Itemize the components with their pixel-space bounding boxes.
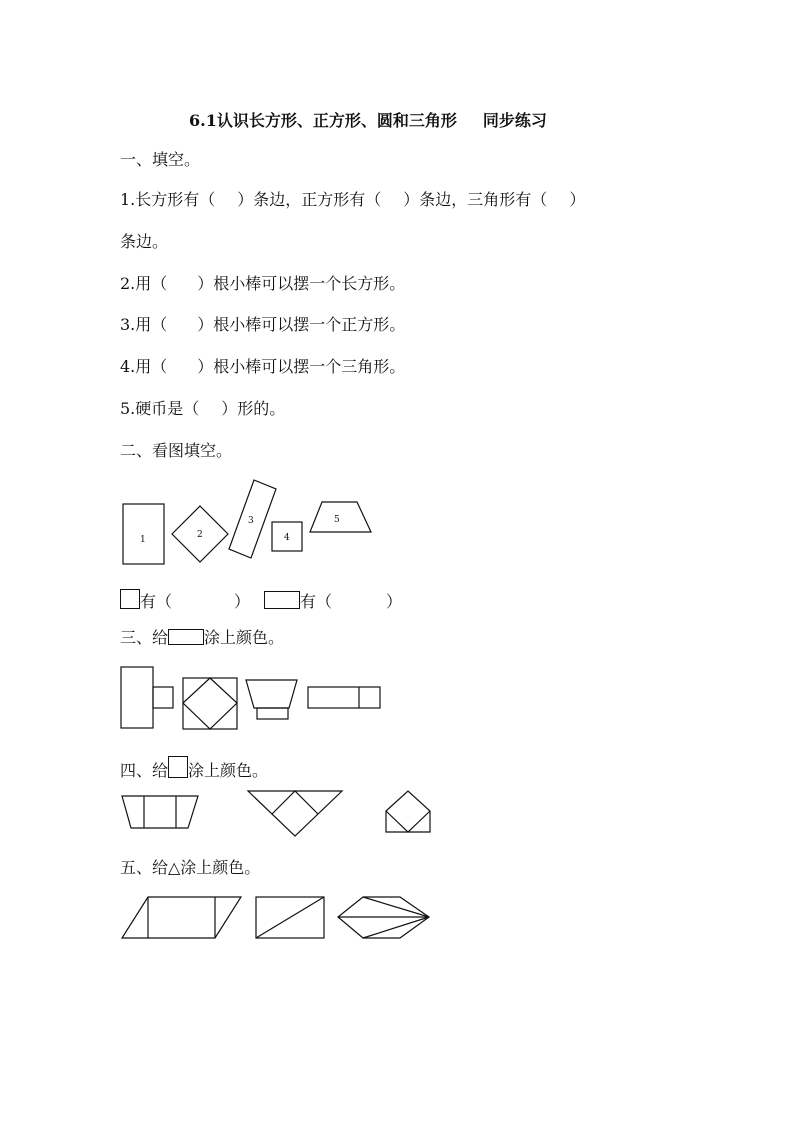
section-1-heading: 一、填空。 <box>120 150 201 169</box>
title-main: 6.1认识长方形、正方形、圆和三角形 <box>189 111 457 130</box>
inner-diamond <box>183 678 237 729</box>
question-5: 5.硬币是（ ）形的。 <box>120 399 286 418</box>
question-1-cont: 条边。 <box>120 232 169 251</box>
question-2: 2.用（ ）根小棒可以摆一个长方形。 <box>120 274 406 293</box>
parallelogram <box>122 897 241 938</box>
question-4: 4.用（ ）根小棒可以摆一个三角形。 <box>120 357 406 376</box>
outer-square <box>183 678 237 729</box>
section-4-figure <box>122 791 430 836</box>
long-rectangle <box>308 687 380 708</box>
shape-1-rectangle <box>123 504 164 564</box>
inner-line <box>363 917 429 938</box>
small-rectangle <box>257 708 288 719</box>
house-pentagon <box>386 791 430 832</box>
section-5-figure <box>122 897 429 938</box>
question-1: 1.长方形有（ ）条边，正方形有（ ）条边，三角形有（ ） <box>120 190 586 209</box>
tall-rectangle <box>121 667 153 728</box>
section-3-figure <box>121 667 380 729</box>
inner-lines <box>272 791 318 814</box>
shape-label-2: 2 <box>197 530 203 540</box>
shape-label-3: 3 <box>248 516 254 526</box>
section-3-heading: 三、给 涂上颜色。 <box>120 628 285 647</box>
diagonal-line <box>256 897 324 938</box>
shape-label-5: 5 <box>334 515 340 525</box>
triangle <box>248 791 342 836</box>
title-sub: 同步练习 <box>482 111 547 130</box>
inner-line <box>363 897 429 917</box>
small-square <box>153 687 173 708</box>
section-2-answer: 有（ ） 有（ ） <box>120 589 402 612</box>
section-2-figure <box>123 480 371 564</box>
shape-label-1: 1 <box>140 535 146 545</box>
shape-5-trapezoid <box>310 502 371 532</box>
question-3: 3.用（ ）根小棒可以摆一个正方形。 <box>120 315 406 334</box>
inner-lines <box>386 811 430 832</box>
shape-label-4: 4 <box>284 533 290 543</box>
trapezoid <box>122 796 198 828</box>
trapezoid <box>246 680 297 708</box>
section-5-heading: 五、给△涂上颜色。 <box>120 858 261 877</box>
section-2-heading: 二、看图填空。 <box>120 441 233 460</box>
section-4-heading: 四、给 涂上颜色。 <box>120 756 268 781</box>
